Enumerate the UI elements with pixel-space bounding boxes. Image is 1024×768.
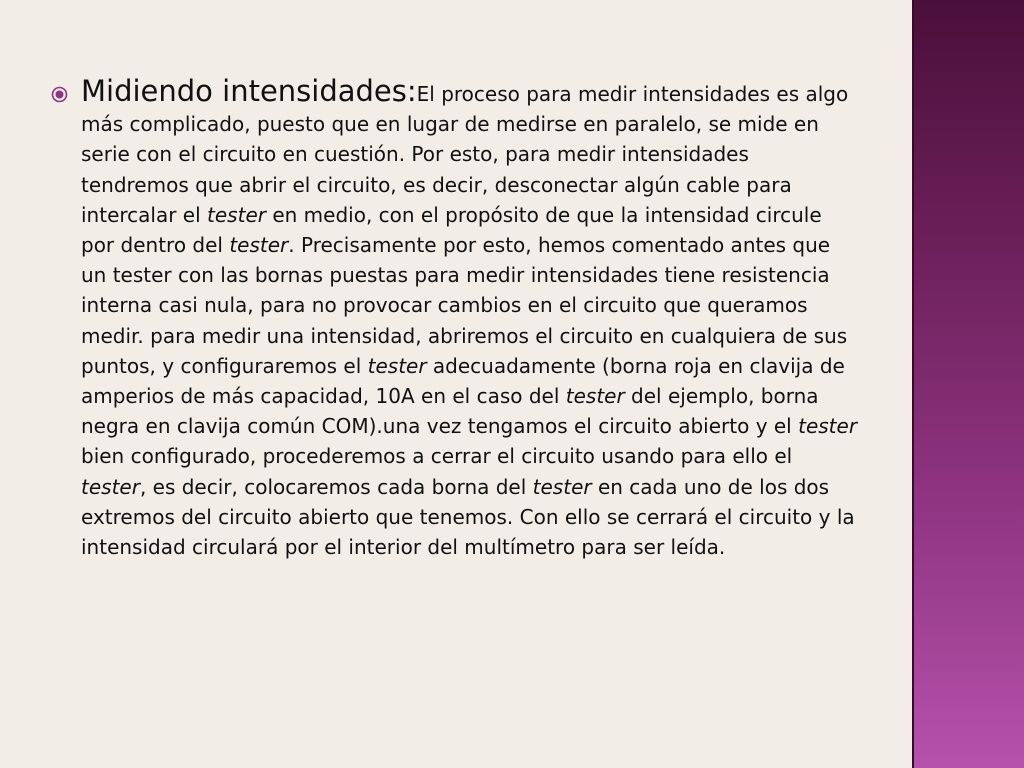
text-run: bien configurado, procederemos a cerrar el circuito usando para ello el (81, 444, 793, 469)
text-run: en medio, con el propósito de que la intensidad circule por dentro del (81, 202, 822, 258)
text-run: tester (532, 474, 592, 499)
bullet-paragraph (50, 76, 860, 562)
side-decoration-band (912, 0, 1024, 768)
text-run: adecuadamente (borna roja en clavija de amperios de más capacidad, 10A en el caso del (81, 353, 845, 409)
slide-content (50, 76, 860, 562)
text-run: en cada uno de los dos extremos del circuito abierto que tenemos. Con ello se cerrará el circuito y la intensidad circulará por el interior del multímetro para ser leída. (81, 474, 855, 560)
text-run: tester (565, 384, 625, 409)
text-run: tester (81, 474, 140, 499)
text-run: tester (367, 353, 427, 378)
text-run: tester (798, 414, 858, 439)
text-run: tester (207, 202, 266, 227)
text-run: del ejemplo, borna negra en clavija común COM).una vez tengamos el circuito abierto y el (81, 384, 819, 439)
paragraph-heading: Midiendo intensidades: (81, 74, 417, 108)
text-run: tester (229, 233, 289, 258)
circle-dot-icon (51, 86, 68, 103)
text-run: El proceso para medir intensidades es algo más complicado, puesto que en lugar de medirse en paralelo, se mide en serie con el circuito en cuestión. Por esto, para medir intensidades tendremos que abrir el circuito, es decir, desconectar algún cable para intercalar el (81, 82, 849, 227)
text-run: . Precisamente por esto, hemos comentado antes que un tester con las bornas puestas para medir intensidades tiene resistencia interna casi nula, para no provocar cambios en el circuito que queramos medir. para medir una intensidad, abriremos el circuito en cualquiera de sus puntos, y configuraremos el (81, 233, 848, 378)
text-run: , es decir, colocaremos cada borna del (139, 474, 533, 499)
paragraph-body (81, 82, 857, 559)
